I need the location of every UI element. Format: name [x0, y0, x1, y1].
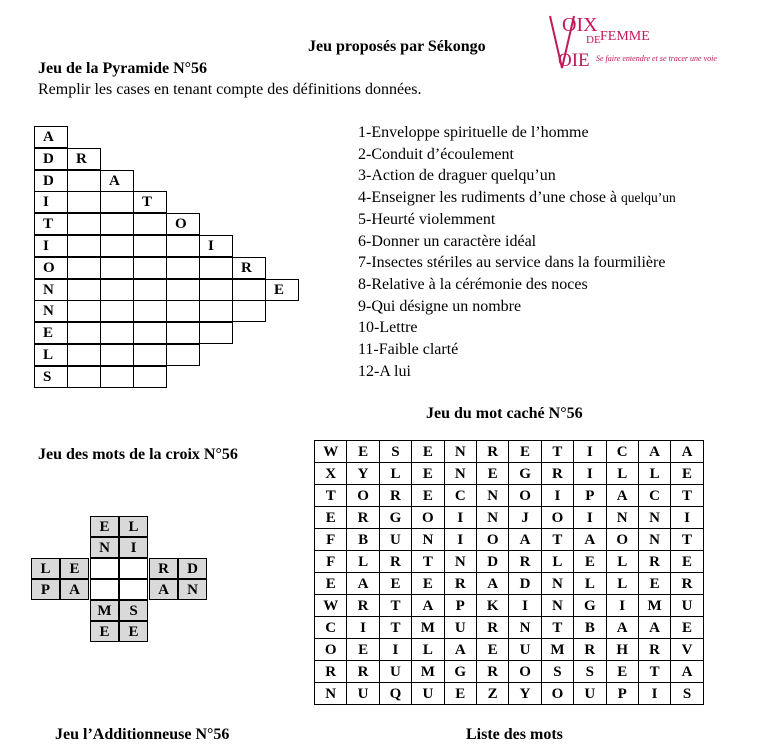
word-search-cell[interactable]: J: [509, 507, 541, 529]
word-search-row: [315, 573, 704, 595]
word-search-cell[interactable]: I: [574, 441, 606, 463]
logo-voie: OIE: [558, 50, 590, 71]
pyramid-cell[interactable]: [133, 257, 167, 279]
word-search-cell[interactable]: I: [541, 485, 573, 507]
pyramid-cell[interactable]: [133, 213, 167, 235]
word-search-cell[interactable]: W: [315, 595, 347, 617]
word-search-cell[interactable]: B: [574, 617, 606, 639]
word-search-cell[interactable]: R: [347, 595, 379, 617]
word-search-cell[interactable]: S: [574, 661, 606, 683]
word-search-cell[interactable]: E: [412, 463, 444, 485]
croix-cell: N: [178, 579, 207, 600]
word-search-cell[interactable]: N: [444, 551, 476, 573]
pyramid-cell[interactable]: [100, 279, 134, 301]
word-search-cell[interactable]: N: [412, 529, 444, 551]
word-search-cell[interactable]: S: [541, 661, 573, 683]
word-search-cell[interactable]: A: [671, 441, 703, 463]
word-search-cell[interactable]: L: [379, 463, 411, 485]
word-search-cell[interactable]: E: [412, 441, 444, 463]
pyramid-cell[interactable]: [133, 344, 167, 366]
pyramid-cell[interactable]: [67, 279, 101, 301]
croix-cell: R: [149, 558, 178, 579]
word-search-cell[interactable]: R: [541, 463, 573, 485]
pyramid-cell[interactable]: I: [199, 235, 233, 257]
pyramid-cell[interactable]: [67, 344, 101, 366]
word-search-cell[interactable]: I: [444, 529, 476, 551]
word-search-cell[interactable]: L: [606, 551, 638, 573]
word-search-cell[interactable]: R: [574, 639, 606, 661]
word-search-cell[interactable]: C: [444, 485, 476, 507]
word-search-cell[interactable]: I: [671, 507, 703, 529]
word-search-cell[interactable]: E: [476, 639, 508, 661]
logo-de: DE: [586, 34, 601, 46]
word-search-cell[interactable]: A: [347, 573, 379, 595]
word-search-cell[interactable]: M: [412, 661, 444, 683]
word-search-cell[interactable]: D: [509, 573, 541, 595]
word-search-cell[interactable]: R: [476, 661, 508, 683]
croix-blank-cell[interactable]: [119, 558, 148, 579]
croix-blank-cell[interactable]: [119, 579, 148, 600]
word-search-cell[interactable]: T: [379, 617, 411, 639]
pyramid-row: [34, 235, 232, 257]
word-search-grid: [314, 440, 704, 705]
pyramid-row: [34, 300, 265, 322]
word-search-cell[interactable]: R: [671, 573, 703, 595]
croix-cell: I: [119, 537, 148, 558]
word-search-cell[interactable]: S: [671, 683, 703, 705]
word-search-row: [315, 507, 704, 529]
word-search-cell[interactable]: P: [606, 683, 638, 705]
word-search-cell[interactable]: V: [671, 639, 703, 661]
definition-2: 2-Conduit d’écoulement: [358, 145, 514, 163]
croix-cell: E: [90, 516, 119, 537]
word-search-cell[interactable]: N: [476, 507, 508, 529]
definition-1: 1-Enveloppe spirituelle de l’homme: [358, 124, 589, 141]
word-search-cell[interactable]: Y: [509, 683, 541, 705]
word-search-cell[interactable]: A: [671, 661, 703, 683]
word-search-cell[interactable]: N: [541, 595, 573, 617]
word-search-cell[interactable]: E: [347, 639, 379, 661]
definition-3: 3-Action de draguer quelqu’un: [358, 167, 556, 185]
pyramid-cell[interactable]: [166, 344, 200, 366]
logo-tagline: Se faire entendre et se tracer une voie: [596, 54, 717, 63]
word-search-cell[interactable]: M: [638, 595, 670, 617]
word-search-cell[interactable]: G: [444, 661, 476, 683]
definition-4-suffix: quelqu’un: [621, 190, 676, 206]
word-search-cell[interactable]: B: [347, 529, 379, 551]
word-search-cell[interactable]: G: [509, 463, 541, 485]
pyramid-cell[interactable]: [100, 366, 134, 388]
definition-4-text: 4-Enseigner les rudiments d’une chose à: [358, 189, 618, 207]
word-search-cell[interactable]: M: [412, 617, 444, 639]
pyramid-cell[interactable]: E: [265, 279, 299, 301]
word-search-cell[interactable]: U: [444, 617, 476, 639]
word-search-cell[interactable]: P: [444, 595, 476, 617]
pyramid-row: [34, 191, 166, 213]
croix-cell: L: [31, 558, 60, 579]
word-search-cell[interactable]: N: [444, 463, 476, 485]
word-search-cell[interactable]: N: [541, 573, 573, 595]
word-search-cell[interactable]: U: [574, 683, 606, 705]
word-search-cell[interactable]: E: [671, 617, 703, 639]
word-search-cell[interactable]: E: [509, 441, 541, 463]
word-search-cell[interactable]: A: [412, 595, 444, 617]
word-search-cell[interactable]: F: [315, 551, 347, 573]
pyramid-cell[interactable]: I: [34, 235, 68, 257]
pyramid-cell[interactable]: [67, 213, 101, 235]
pyramid-cell[interactable]: S: [34, 366, 68, 388]
word-search-cell[interactable]: T: [638, 661, 670, 683]
definition-11: 11-Faible clarté: [358, 341, 459, 359]
pyramid-cell[interactable]: [100, 344, 134, 366]
pyramid-cell[interactable]: N: [34, 279, 68, 301]
word-search-cell[interactable]: O: [412, 507, 444, 529]
definition-7: 7-Insectes stériles au service dans la fourmilière: [358, 254, 666, 272]
pyramid-cell[interactable]: [166, 257, 200, 279]
definition-5: 5-Heurté violemment: [358, 210, 496, 228]
croix-cell: A: [149, 579, 178, 600]
word-search-cell[interactable]: T: [671, 529, 703, 551]
pyramid-cell[interactable]: [100, 300, 134, 322]
word-search-row: [315, 683, 704, 705]
pyramid-cell[interactable]: [199, 279, 233, 301]
word-search-cell[interactable]: U: [671, 595, 703, 617]
pyramid-title: Jeu de la Pyramide N°56: [38, 60, 208, 77]
word-search-cell[interactable]: S: [379, 441, 411, 463]
word-search-cell[interactable]: E: [606, 661, 638, 683]
pyramid-cell[interactable]: [133, 366, 167, 388]
word-search-cell[interactable]: T: [412, 551, 444, 573]
word-search-row: [315, 595, 704, 617]
word-search-cell[interactable]: U: [379, 529, 411, 551]
pyramid-cell[interactable]: [67, 170, 101, 192]
pyramid-cell[interactable]: R: [67, 148, 101, 170]
word-search-cell[interactable]: N: [476, 485, 508, 507]
word-search-cell[interactable]: E: [671, 551, 703, 573]
word-search-cell[interactable]: L: [638, 463, 670, 485]
word-search-cell[interactable]: O: [347, 485, 379, 507]
word-search-row: [315, 661, 704, 683]
word-search-cell[interactable]: N: [638, 507, 670, 529]
word-search-cell[interactable]: Z: [476, 683, 508, 705]
word-search-cell[interactable]: O: [315, 639, 347, 661]
word-search-cell[interactable]: N: [606, 507, 638, 529]
pyramid-cell[interactable]: E: [34, 322, 68, 344]
word-search-cell[interactable]: P: [574, 485, 606, 507]
pyramid-cell[interactable]: [133, 300, 167, 322]
pyramid-cell[interactable]: [166, 235, 200, 257]
word-search-cell[interactable]: R: [638, 639, 670, 661]
word-search-cell[interactable]: A: [606, 485, 638, 507]
pyramid-cell[interactable]: D: [34, 148, 68, 170]
pyramid-row: [34, 213, 199, 235]
word-search-cell[interactable]: I: [347, 617, 379, 639]
word-search-cell[interactable]: T: [541, 529, 573, 551]
croix-title: Jeu des mots de la croix N°56: [38, 446, 238, 463]
pyramid-cell[interactable]: [166, 279, 200, 301]
word-search-cell[interactable]: E: [315, 507, 347, 529]
word-search-cell[interactable]: A: [574, 529, 606, 551]
pyramid-cell[interactable]: [67, 366, 101, 388]
pyramid-definitions: [358, 122, 676, 382]
pyramid-cell[interactable]: R: [232, 257, 266, 279]
word-search-cell[interactable]: R: [476, 441, 508, 463]
word-search-cell[interactable]: R: [379, 551, 411, 573]
word-search-cell[interactable]: L: [574, 573, 606, 595]
pyramid-cell[interactable]: A: [100, 170, 134, 192]
pyramid-cell[interactable]: [67, 191, 101, 213]
pyramid-cell[interactable]: [199, 257, 233, 279]
pyramid-cell[interactable]: D: [34, 170, 68, 192]
word-search-cell[interactable]: E: [476, 463, 508, 485]
pyramid-cell[interactable]: T: [34, 213, 68, 235]
pyramid-row: [34, 126, 67, 148]
definition-8: 8-Relative à la cérémonie des noces: [358, 275, 588, 293]
mot-cache-title: Jeu du mot caché N°56: [426, 405, 583, 422]
word-search-cell[interactable]: E: [315, 573, 347, 595]
word-search-cell[interactable]: A: [638, 617, 670, 639]
word-search-row: [315, 463, 704, 485]
word-search-cell[interactable]: E: [347, 441, 379, 463]
pyramid-row: [34, 279, 298, 301]
croix-cell: E: [60, 558, 89, 579]
word-search-cell[interactable]: I: [444, 507, 476, 529]
pyramid-cell[interactable]: [199, 322, 233, 344]
word-search-cell[interactable]: C: [606, 441, 638, 463]
pyramid-cell[interactable]: [166, 322, 200, 344]
pyramid-instructions: Remplir les cases en tenant compte des définitions données.: [38, 81, 422, 98]
croix-cell: L: [119, 516, 148, 537]
word-search-cell[interactable]: L: [606, 463, 638, 485]
word-search-row: [315, 639, 704, 661]
word-search-cell[interactable]: O: [541, 507, 573, 529]
logo-femme: FEMME: [600, 29, 650, 44]
word-search-cell[interactable]: R: [315, 661, 347, 683]
word-search-cell[interactable]: T: [541, 617, 573, 639]
definition-6: 6-Donner un caractère idéal: [358, 232, 537, 250]
word-search-cell[interactable]: O: [476, 529, 508, 551]
word-search-cell[interactable]: R: [476, 617, 508, 639]
definition-9: 9-Qui désigne un nombre: [358, 297, 522, 315]
pyramid-cell[interactable]: [166, 300, 200, 322]
word-search-cell[interactable]: E: [574, 551, 606, 573]
word-search-cell[interactable]: C: [638, 485, 670, 507]
pyramid-cell[interactable]: [100, 257, 134, 279]
word-search-cell[interactable]: U: [509, 639, 541, 661]
croix-cell: M: [90, 600, 119, 621]
word-search-cell[interactable]: R: [638, 551, 670, 573]
word-search-cell[interactable]: C: [315, 617, 347, 639]
word-search-cell[interactable]: E: [412, 485, 444, 507]
word-search-cell[interactable]: O: [509, 485, 541, 507]
word-search-cell[interactable]: W: [315, 441, 347, 463]
word-search-cell[interactable]: E: [444, 683, 476, 705]
word-search-cell[interactable]: R: [347, 661, 379, 683]
pyramid-cell[interactable]: L: [34, 344, 68, 366]
pyramid-cell[interactable]: [133, 279, 167, 301]
pyramid-cell[interactable]: [100, 235, 134, 257]
word-search-cell[interactable]: E: [412, 573, 444, 595]
word-search-cell[interactable]: I: [638, 683, 670, 705]
definition-12: 12-A lui: [358, 362, 411, 380]
croix-cell: P: [31, 579, 60, 600]
word-search-cell[interactable]: H: [606, 639, 638, 661]
pyramid-cell[interactable]: A: [34, 126, 68, 148]
word-search-cell[interactable]: X: [315, 463, 347, 485]
word-search-cell[interactable]: F: [315, 529, 347, 551]
pyramid-cell[interactable]: N: [34, 300, 68, 322]
word-search-cell[interactable]: U: [379, 661, 411, 683]
pyramid-cell[interactable]: [100, 213, 134, 235]
word-search-cell[interactable]: T: [315, 485, 347, 507]
word-search-row: [315, 551, 704, 573]
pyramid-cell[interactable]: [133, 235, 167, 257]
croix-blank-cell[interactable]: [90, 558, 119, 579]
word-search-cell[interactable]: E: [379, 573, 411, 595]
word-search-cell[interactable]: Y: [347, 463, 379, 485]
pyramid-cell[interactable]: [100, 322, 134, 344]
croix-cell: A: [60, 579, 89, 600]
word-search-cell[interactable]: G: [574, 595, 606, 617]
word-search-cell[interactable]: O: [509, 661, 541, 683]
word-search-cell[interactable]: A: [509, 529, 541, 551]
word-search-cell[interactable]: A: [444, 639, 476, 661]
word-search-row: [315, 617, 704, 639]
word-search-cell[interactable]: I: [574, 507, 606, 529]
croix-blank-cell[interactable]: [90, 579, 119, 600]
pyramid-row: [34, 257, 265, 279]
word-search-cell[interactable]: E: [638, 573, 670, 595]
word-search-cell[interactable]: T: [541, 441, 573, 463]
word-search-cell[interactable]: N: [315, 683, 347, 705]
pyramid-cell[interactable]: [67, 257, 101, 279]
word-search-row: [315, 485, 704, 507]
pyramid-cell[interactable]: T: [133, 191, 167, 213]
word-search-row: [315, 441, 704, 463]
word-search-cell[interactable]: L: [541, 551, 573, 573]
definition-4: [358, 187, 676, 209]
word-search-cell[interactable]: E: [671, 463, 703, 485]
pyramid-cell[interactable]: O: [34, 257, 68, 279]
croix-cell: S: [119, 600, 148, 621]
word-search-cell[interactable]: K: [476, 595, 508, 617]
word-search-cell[interactable]: U: [347, 683, 379, 705]
pyramid-cell[interactable]: [67, 322, 101, 344]
word-search-cell[interactable]: R: [379, 485, 411, 507]
word-search-row: [315, 529, 704, 551]
pyramid-row: [34, 366, 166, 388]
croix-cell: N: [90, 537, 119, 558]
word-search-cell[interactable]: R: [509, 551, 541, 573]
word-search-cell[interactable]: A: [606, 617, 638, 639]
word-search-cell[interactable]: N: [444, 441, 476, 463]
pyramid-cell[interactable]: [232, 279, 266, 301]
pyramid-cell[interactable]: [67, 300, 101, 322]
pyramid-row: [34, 344, 199, 366]
word-search-cell[interactable]: I: [379, 639, 411, 661]
croix-cell: E: [90, 621, 119, 642]
word-search-cell[interactable]: I: [606, 595, 638, 617]
voix-de-femme-logo: [548, 14, 748, 74]
word-search-cell[interactable]: Q: [379, 683, 411, 705]
croix-cell: E: [119, 621, 148, 642]
word-search-cell[interactable]: I: [509, 595, 541, 617]
pyramid-cell[interactable]: [133, 322, 167, 344]
word-search-cell[interactable]: N: [638, 529, 670, 551]
word-search-cell[interactable]: L: [412, 639, 444, 661]
word-search-cell[interactable]: N: [509, 617, 541, 639]
word-search-cell[interactable]: M: [541, 639, 573, 661]
word-search-cell[interactable]: I: [574, 463, 606, 485]
page-title: Jeu proposés par Sékongo: [308, 38, 486, 55]
pyramid-cell[interactable]: [232, 300, 266, 322]
word-search-cell[interactable]: R: [444, 573, 476, 595]
pyramid-row: [34, 170, 133, 192]
word-search-cell[interactable]: U: [412, 683, 444, 705]
additionneuse-title: Jeu l’Additionneuse N°56: [55, 726, 230, 743]
word-search-cell[interactable]: O: [541, 683, 573, 705]
croix-cell: D: [178, 558, 207, 579]
word-search-cell[interactable]: D: [476, 551, 508, 573]
word-search-cell[interactable]: A: [638, 441, 670, 463]
word-search-cell[interactable]: G: [379, 507, 411, 529]
pyramid-row: [34, 322, 232, 344]
word-search-cell[interactable]: T: [379, 595, 411, 617]
pyramid-cell[interactable]: O: [166, 213, 200, 235]
pyramid-cell[interactable]: [67, 235, 101, 257]
pyramid-cell[interactable]: I: [34, 191, 68, 213]
pyramid-row: [34, 148, 100, 170]
pyramid-cell[interactable]: [100, 191, 134, 213]
pyramid-cell[interactable]: [199, 300, 233, 322]
word-search-cell[interactable]: L: [347, 551, 379, 573]
word-search-cell[interactable]: O: [606, 529, 638, 551]
word-search-cell[interactable]: A: [476, 573, 508, 595]
logo-voix: OIX: [562, 14, 598, 36]
definition-10: 10-Lettre: [358, 319, 418, 337]
word-search-cell[interactable]: L: [606, 573, 638, 595]
word-search-cell[interactable]: R: [347, 507, 379, 529]
liste-title: Liste des mots: [466, 726, 563, 743]
word-search-cell[interactable]: T: [671, 485, 703, 507]
